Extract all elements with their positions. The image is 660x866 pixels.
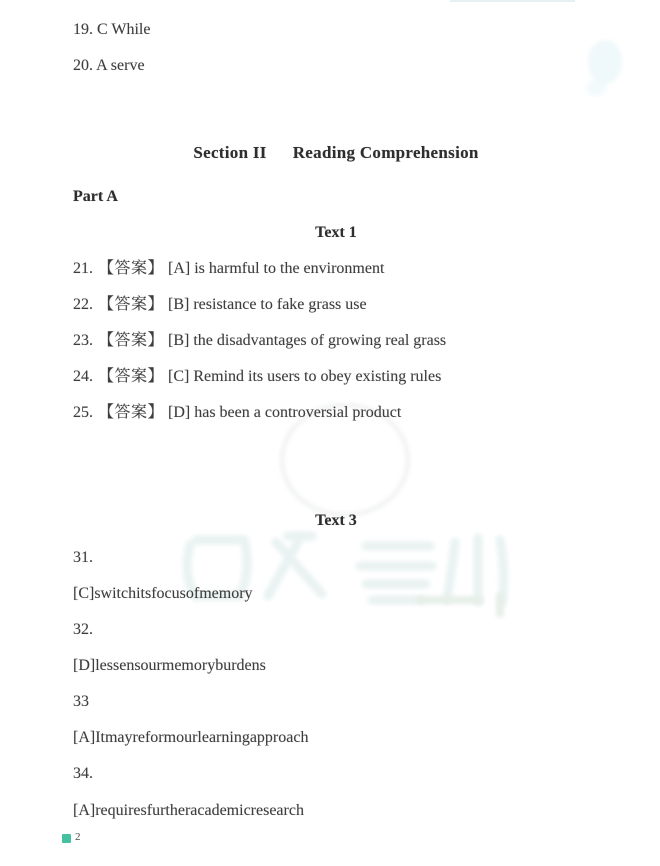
part-label: Part A [73, 188, 118, 205]
listening-answer-line [73, 56, 145, 76]
answer-tag: 【答案】 [98, 332, 165, 349]
section-title-text: Reading Comprehension [292, 143, 479, 162]
answer-number: 22. [73, 296, 93, 313]
text1-heading: Text 1 [315, 224, 357, 241]
answer-text: [B] the disadvantages of growing real grass [168, 332, 447, 349]
answer-line [73, 295, 367, 315]
listening-answer-line [73, 20, 150, 40]
answer-text: [D] has been a controversial product [168, 404, 402, 421]
text3-line: [C]switchitsfocusofmemory [73, 585, 253, 602]
section-title-number: Section II [193, 143, 267, 162]
page-footer [62, 831, 81, 843]
answer-text: [A] is harmful to the environment [168, 260, 385, 277]
section-title [0, 143, 660, 163]
page-number: 2 [75, 831, 81, 843]
scan-artifact-top-line [450, 0, 575, 2]
answer-line [73, 403, 401, 423]
answer-line [73, 331, 446, 351]
text3-line: [D]lessensourmemoryburdens [73, 657, 266, 674]
answer-line [73, 367, 441, 387]
answer-number: 25. [73, 404, 93, 421]
answer-tag: 【答案】 [98, 404, 165, 421]
answer-number: 19. [73, 21, 93, 38]
answer-number: 24. [73, 368, 93, 385]
answer-text: C While [97, 21, 151, 38]
answer-line [73, 259, 384, 279]
text3-line: 31. [73, 549, 93, 566]
text3-line: [A]Itmayreformourlearningapproach [73, 729, 309, 746]
answer-text: [C] Remind its users to obey existing rules [168, 368, 442, 385]
answer-number: 21. [73, 260, 93, 277]
footer-square-icon [62, 834, 71, 843]
watermark-blob-top-right [586, 40, 622, 96]
text3-heading: Text 3 [315, 512, 357, 529]
answer-tag: 【答案】 [98, 368, 165, 385]
text3-line: 34. [73, 765, 93, 782]
text3-line: [A]requiresfurtheracademicresearch [73, 802, 304, 819]
answer-tag: 【答案】 [98, 260, 165, 277]
text3-line: 32. [73, 621, 93, 638]
answer-text: A serve [96, 57, 145, 74]
watermark-green-tinge [420, 596, 500, 614]
text3-line: 33 [73, 693, 89, 710]
answer-text: [B] resistance to fake grass use [168, 296, 367, 313]
answer-tag: 【答案】 [98, 296, 165, 313]
answer-number: 23. [73, 332, 93, 349]
answer-number: 20. [73, 57, 93, 74]
